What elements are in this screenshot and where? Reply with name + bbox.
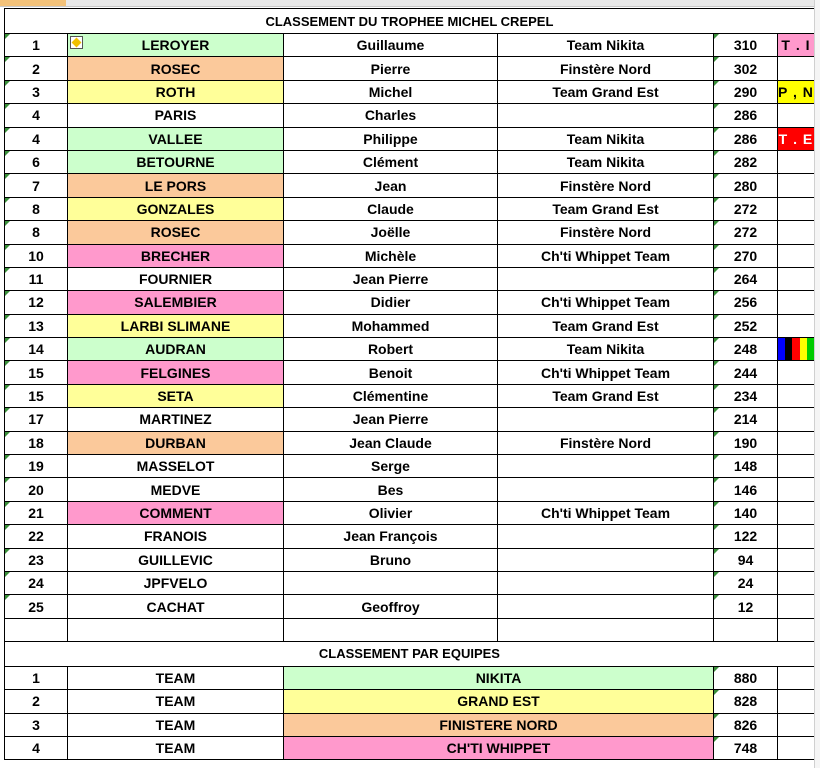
team-ranking-title[interactable]: CLASSEMENT PAR EQUIPES [5, 641, 815, 666]
first-name-cell[interactable]: Serge [284, 455, 498, 478]
rank-cell[interactable]: 24 [5, 571, 68, 594]
points-cell[interactable]: 290 [714, 80, 778, 103]
rider-row [5, 267, 815, 290]
rider-row [5, 361, 815, 384]
last-name-cell[interactable]: LE PORS [68, 174, 284, 197]
team-row [5, 690, 815, 713]
rank-cell[interactable]: 1 [5, 34, 68, 57]
team-cell[interactable]: Team Grand Est [498, 80, 714, 103]
tag-cell[interactable] [778, 174, 815, 197]
first-name-cell[interactable]: Jean Claude [284, 431, 498, 454]
team-rank-cell[interactable]: 2 [5, 690, 68, 713]
first-name-cell[interactable]: Joëlle [284, 221, 498, 244]
tag-cell[interactable]: P , N [778, 80, 815, 103]
last-name-cell[interactable]: ROSEC [68, 57, 284, 80]
first-name-cell[interactable]: Claude [284, 197, 498, 220]
team-cell[interactable] [498, 548, 714, 571]
rank-cell[interactable]: 8 [5, 221, 68, 244]
tag-cell[interactable] [778, 244, 815, 267]
last-name-cell[interactable]: GUILLEVIC [68, 548, 284, 571]
team-title-row [5, 641, 815, 666]
team-label-cell[interactable]: TEAM [68, 713, 284, 736]
tag-cell[interactable] [778, 478, 815, 501]
last-name-cell[interactable]: FRANOIS [68, 525, 284, 548]
team-cell[interactable] [498, 525, 714, 548]
first-name-cell[interactable]: Bruno [284, 548, 498, 571]
points-cell[interactable]: 146 [714, 478, 778, 501]
tag-cell[interactable]: T . E [778, 127, 815, 150]
team-rank-cell[interactable]: 1 [5, 666, 68, 689]
first-name-cell[interactable]: Jean [284, 174, 498, 197]
rank-cell[interactable]: 11 [5, 267, 68, 290]
rank-cell[interactable]: 25 [5, 595, 68, 618]
team-rank-cell[interactable]: 4 [5, 736, 68, 759]
points-cell[interactable]: 234 [714, 384, 778, 407]
tag-cell[interactable] [778, 267, 815, 290]
rank-cell[interactable]: 8 [5, 197, 68, 220]
team-cell[interactable]: Team Nikita [498, 127, 714, 150]
team-cell[interactable]: Team Grand Est [498, 314, 714, 337]
rank-cell[interactable]: 18 [5, 431, 68, 454]
tag-cell[interactable] [778, 408, 815, 431]
first-name-cell[interactable]: Olivier [284, 501, 498, 524]
empty-cell[interactable] [778, 690, 815, 713]
team-cell[interactable] [498, 478, 714, 501]
points-cell[interactable]: 248 [714, 338, 778, 361]
first-name-cell[interactable]: Mohammed [284, 314, 498, 337]
points-cell[interactable]: 282 [714, 150, 778, 173]
points-cell[interactable]: 12 [714, 595, 778, 618]
team-cell[interactable] [498, 571, 714, 594]
team-cell[interactable] [498, 104, 714, 127]
rider-row [5, 478, 815, 501]
points-cell[interactable]: 264 [714, 267, 778, 290]
team-cell[interactable]: Finstère Nord [498, 57, 714, 80]
selected-column-header[interactable] [0, 0, 66, 6]
tag-cell[interactable]: T . I [778, 34, 815, 57]
team-label-cell[interactable]: TEAM [68, 690, 284, 713]
empty-cell[interactable] [284, 618, 498, 641]
rider-row [5, 34, 815, 57]
points-cell[interactable]: 24 [714, 571, 778, 594]
blank-row [5, 618, 815, 641]
points-cell[interactable]: 286 [714, 104, 778, 127]
team-label-cell[interactable]: TEAM [68, 666, 284, 689]
rider-row [5, 525, 815, 548]
points-cell[interactable]: 122 [714, 525, 778, 548]
team-name-cell[interactable]: GRAND EST [284, 690, 714, 713]
rider-row [5, 314, 815, 337]
first-name-cell[interactable]: Robert [284, 338, 498, 361]
points-cell[interactable]: 148 [714, 455, 778, 478]
first-name-cell[interactable] [284, 571, 498, 594]
rider-row [5, 197, 815, 220]
last-name-cell[interactable]: BETOURNE [68, 150, 284, 173]
tag-cell[interactable] [778, 291, 815, 314]
tag-cell[interactable] [778, 455, 815, 478]
rank-cell[interactable]: 14 [5, 338, 68, 361]
team-name-cell[interactable]: NIKITA [284, 666, 714, 689]
rider-row [5, 501, 815, 524]
team-cell[interactable]: Team Nikita [498, 338, 714, 361]
ranking-table [4, 8, 815, 760]
last-name-cell[interactable]: JPFVELO [68, 571, 284, 594]
last-name-cell[interactable]: MEDVE [68, 478, 284, 501]
tag-cell[interactable] [778, 548, 815, 571]
rider-row [5, 221, 815, 244]
rider-row [5, 571, 815, 594]
tag-cell[interactable] [778, 571, 815, 594]
points-cell[interactable]: 280 [714, 174, 778, 197]
team-cell[interactable]: Finstère Nord [498, 221, 714, 244]
last-name-cell[interactable]: LEROYER [68, 34, 284, 57]
team-points-cell[interactable]: 880 [714, 666, 778, 689]
team-cell[interactable] [498, 408, 714, 431]
rank-cell[interactable]: 21 [5, 501, 68, 524]
team-name-cell[interactable]: FINISTERE NORD [284, 713, 714, 736]
last-name-cell[interactable]: COMMENT [68, 501, 284, 524]
rank-cell[interactable]: 3 [5, 80, 68, 103]
team-points-cell[interactable]: 828 [714, 690, 778, 713]
first-name-cell[interactable]: Guillaume [284, 34, 498, 57]
rider-row [5, 80, 815, 103]
color-stripes-icon [778, 338, 814, 360]
tag-cell[interactable] [778, 314, 815, 337]
last-name-cell[interactable]: FOURNIER [68, 267, 284, 290]
rank-cell[interactable]: 15 [5, 361, 68, 384]
rider-row [5, 384, 815, 407]
last-name-cell[interactable]: VALLEE [68, 127, 284, 150]
rank-cell[interactable]: 7 [5, 174, 68, 197]
tag-cell[interactable] [778, 221, 815, 244]
last-name-cell[interactable]: CACHAT [68, 595, 284, 618]
empty-cell[interactable] [778, 713, 815, 736]
tag-cell[interactable] [778, 338, 815, 361]
first-name-cell[interactable]: Jean Pierre [284, 408, 498, 431]
last-name-cell[interactable]: LARBI SLIMANE [68, 314, 284, 337]
team-cell[interactable]: Team Grand Est [498, 197, 714, 220]
rider-row [5, 548, 815, 571]
rank-cell[interactable]: 22 [5, 525, 68, 548]
team-row [5, 736, 815, 759]
tag-cell[interactable] [778, 57, 815, 80]
tag-cell[interactable] [778, 501, 815, 524]
points-cell[interactable]: 190 [714, 431, 778, 454]
last-name-cell[interactable]: AUDRAN [68, 338, 284, 361]
tag-cell[interactable] [778, 384, 815, 407]
team-rank-cell[interactable]: 3 [5, 713, 68, 736]
team-cell[interactable] [498, 595, 714, 618]
team-cell[interactable] [498, 267, 714, 290]
tag-cell[interactable] [778, 431, 815, 454]
vertical-scrollbar[interactable] [814, 0, 820, 768]
rank-cell[interactable]: 20 [5, 478, 68, 501]
empty-cell[interactable] [778, 736, 815, 759]
first-name-cell[interactable]: Geoffroy [284, 595, 498, 618]
points-cell[interactable]: 302 [714, 57, 778, 80]
first-name-cell[interactable]: Bes [284, 478, 498, 501]
last-name-cell[interactable]: ROSEC [68, 221, 284, 244]
rank-cell[interactable]: 17 [5, 408, 68, 431]
rider-row [5, 431, 815, 454]
team-cell[interactable]: Team Nikita [498, 150, 714, 173]
rank-cell[interactable]: 4 [5, 127, 68, 150]
rank-cell[interactable]: 12 [5, 291, 68, 314]
last-name-cell[interactable]: MARTINEZ [68, 408, 284, 431]
first-name-cell[interactable]: Benoit [284, 361, 498, 384]
rider-row [5, 150, 815, 173]
rider-row [5, 174, 815, 197]
rider-row [5, 244, 815, 267]
first-name-cell[interactable]: Michèle [284, 244, 498, 267]
rank-cell[interactable]: 6 [5, 150, 68, 173]
team-cell[interactable]: Ch'ti Whippet Team [498, 501, 714, 524]
header-strip [0, 0, 820, 7]
rank-cell[interactable]: 2 [5, 57, 68, 80]
points-cell[interactable]: 244 [714, 361, 778, 384]
team-points-cell[interactable]: 748 [714, 736, 778, 759]
last-name-cell[interactable]: MASSELOT [68, 455, 284, 478]
team-label-cell[interactable]: TEAM [68, 736, 284, 759]
rank-cell[interactable]: 15 [5, 384, 68, 407]
empty-cell[interactable] [714, 618, 778, 641]
points-cell[interactable]: 94 [714, 548, 778, 571]
tag-cell[interactable] [778, 361, 815, 384]
team-cell[interactable]: Ch'ti Whippet Team [498, 291, 714, 314]
rank-cell[interactable]: 19 [5, 455, 68, 478]
points-cell[interactable]: 214 [714, 408, 778, 431]
first-name-cell[interactable]: Charles [284, 104, 498, 127]
rider-row [5, 595, 815, 618]
rider-row [5, 338, 815, 361]
points-cell[interactable]: 272 [714, 221, 778, 244]
rider-row [5, 57, 815, 80]
team-cell[interactable]: Finstère Nord [498, 174, 714, 197]
team-cell[interactable]: Finstère Nord [498, 431, 714, 454]
team-row [5, 713, 815, 736]
points-cell[interactable]: 252 [714, 314, 778, 337]
tag-cell[interactable] [778, 595, 815, 618]
first-name-cell[interactable]: Didier [284, 291, 498, 314]
last-name-cell[interactable]: DURBAN [68, 431, 284, 454]
tag-cell[interactable] [778, 197, 815, 220]
rider-row [5, 408, 815, 431]
last-name-cell[interactable]: GONZALES [68, 197, 284, 220]
tag-cell[interactable] [778, 104, 815, 127]
team-cell[interactable]: Ch'ti Whippet Team [498, 244, 714, 267]
empty-cell[interactable] [778, 618, 815, 641]
rider-row [5, 291, 815, 314]
rank-cell[interactable]: 4 [5, 104, 68, 127]
first-name-cell[interactable]: Clémentine [284, 384, 498, 407]
points-cell[interactable]: 256 [714, 291, 778, 314]
last-name-cell[interactable]: SETA [68, 384, 284, 407]
first-name-cell[interactable]: Clément [284, 150, 498, 173]
rank-cell[interactable]: 13 [5, 314, 68, 337]
rank-cell[interactable]: 10 [5, 244, 68, 267]
points-cell[interactable]: 286 [714, 127, 778, 150]
points-cell[interactable]: 272 [714, 197, 778, 220]
team-cell[interactable]: Team Grand Est [498, 384, 714, 407]
team-name-cell[interactable]: CH'TI WHIPPET [284, 736, 714, 759]
rider-row [5, 127, 815, 150]
empty-cell[interactable] [5, 618, 68, 641]
team-points-cell[interactable]: 826 [714, 713, 778, 736]
last-name-cell[interactable]: PARIS [68, 104, 284, 127]
tag-cell[interactable] [778, 525, 815, 548]
first-name-cell[interactable]: Pierre [284, 57, 498, 80]
team-row [5, 666, 815, 689]
tag-cell[interactable] [778, 150, 815, 173]
last-name-cell[interactable]: SALEMBIER [68, 291, 284, 314]
first-name-cell[interactable]: Philippe [284, 127, 498, 150]
rank-cell[interactable]: 23 [5, 548, 68, 571]
empty-cell[interactable] [498, 618, 714, 641]
last-name-cell[interactable]: ROTH [68, 80, 284, 103]
team-cell[interactable]: Team Nikita [498, 34, 714, 57]
first-name-cell[interactable]: Jean Pierre [284, 267, 498, 290]
team-cell[interactable]: Ch'ti Whippet Team [498, 361, 714, 384]
first-name-cell[interactable]: Michel [284, 80, 498, 103]
rider-row [5, 104, 815, 127]
rider-row [5, 455, 815, 478]
points-cell[interactable]: 140 [714, 501, 778, 524]
team-cell[interactable] [498, 455, 714, 478]
last-name-cell[interactable]: BRECHER [68, 244, 284, 267]
error-check-icon[interactable] [70, 36, 83, 49]
empty-cell[interactable] [778, 666, 815, 689]
last-name-cell[interactable]: FELGINES [68, 361, 284, 384]
first-name-cell[interactable]: Jean François [284, 525, 498, 548]
trophy-title: CLASSEMENT DU TROPHEE MICHEL CREPEL [5, 9, 815, 34]
points-cell[interactable]: 270 [714, 244, 778, 267]
empty-cell[interactable] [68, 618, 284, 641]
points-cell[interactable]: 310 [714, 34, 778, 57]
